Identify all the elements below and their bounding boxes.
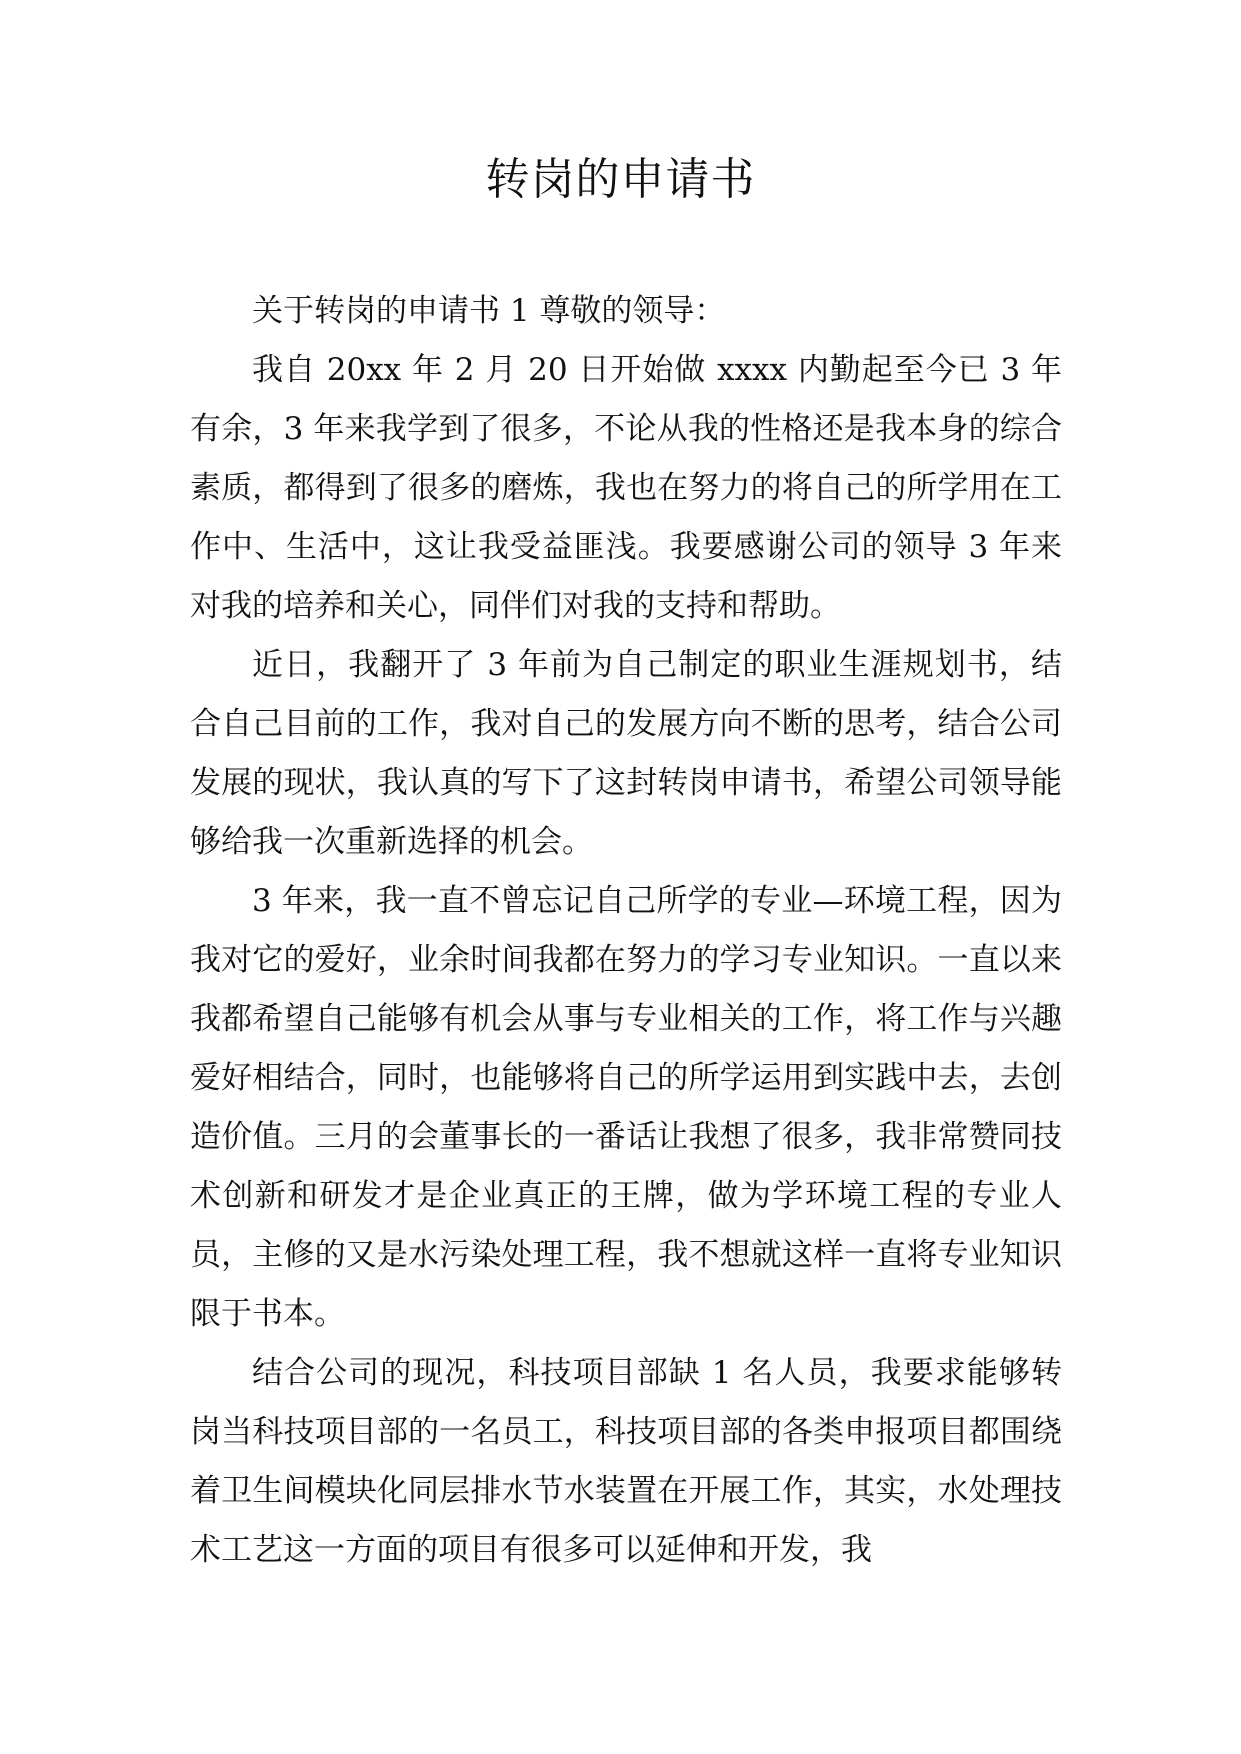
body-paragraph: 结合公司的现况，科技项目部缺 1 名人员，我要求能够转岗当科技项目部的一名员工，科技项目部的各类申报项目都围绕着卫生间模块化同层排水节水装置在开展工作，其实，水处理技术工艺这一方面的项目有很多可以延伸和开发，我 (190, 1355, 1062, 1568)
document-title: 转岗的申请书 (485, 154, 756, 205)
body-paragraph: 我自 20xx 年 2 月 20 日开始做 xxxx 内勤起至今已 3 年有余，3 年来我学到了很多，不论从我的性格还是我本身的综合素质，都得到了很多的磨炼，我也在努力的将自己的所学用在工作中、生活中，这让我受益匪浅。我要感谢公司的领导 3 年来对我的培养和关心，同伴们对我的支持和帮助。 (190, 352, 1062, 624)
salutation-paragraph: 关于转岗的申请书 1 尊敬的领导： (252, 293, 726, 329)
body-paragraph: 近日，我翻开了 3 年前为自己制定的职业生涯规划书，结合自己目前的工作，我对自己的发展方向不断的思考，结合公司发展的现状，我认真的写下了这封转岗申请书，希望公司领导能够给我一次重新选择的机会。 (190, 647, 1062, 860)
body-paragraph: 3 年来，我一直不曾忘记自己所学的专业—环境工程，因为我对它的爱好，业余时间我都在努力的学习专业知识。一直以来我都希望自己能够有机会从事与专业相关的工作，将工作与兴趣爱好相结合，同时，也能够将自己的所学运用到实践中去，去创造价值。三月的会董事长的一番话让我想了很多，我非常赞同技术创新和研发才是企业真正的王牌，做为学环境工程的专业人员，主修的又是水污染处理工程，我不想就这样一直将专业知识限于书本。 (190, 883, 1062, 1332)
document-body (190, 282, 1062, 1580)
